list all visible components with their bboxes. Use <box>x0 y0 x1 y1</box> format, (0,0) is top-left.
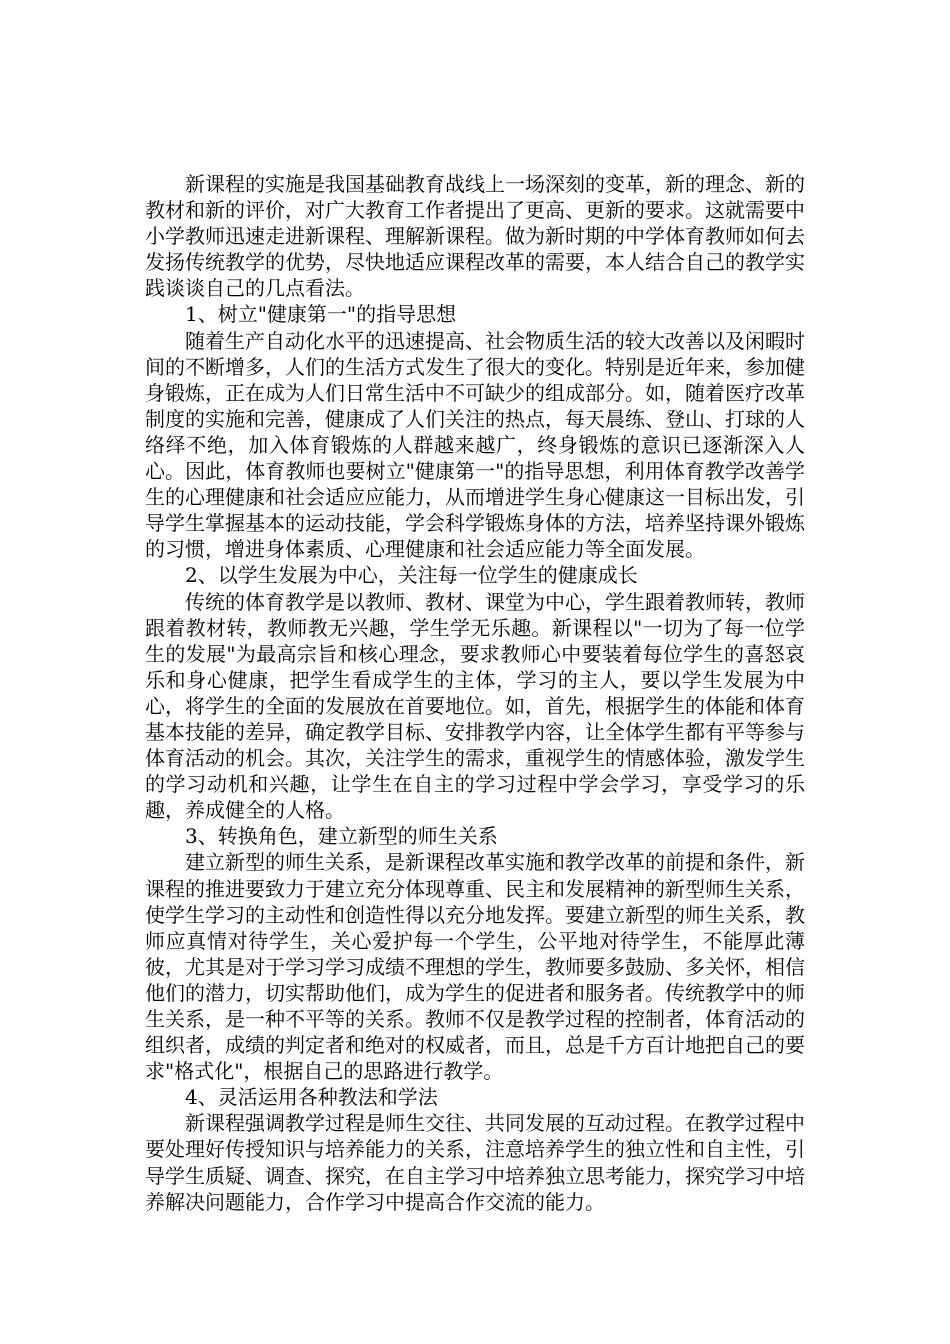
section-heading-3: 3、转换角色，建立新型的师生关系 <box>185 824 498 849</box>
section-paragraph-4: 新课程强调教学过程是师生交往、共同发展的互动过程。在教学过程中要处理好传授知识与培养能力的关系，注意培养学生的独立性和自主性，引导学生质疑、调查、探究，在自主学习中培养独立思考能力，探究学习中培养解决问题能力，合作学习中提高合作交流的能力。 <box>145 1111 805 1214</box>
section-heading-1: 1、树立"健康第一"的指导思想 <box>185 302 457 327</box>
section-paragraph-1: 随着生产自动化水平的迅速提高、社会物质生活的较大改善以及闲暇时间的不断增多，人们的生活方式发生了很大的变化。特别是近年来，参加健身锻炼，正在成为人们日常生活中不可缺少的组成部分。如，随着医疗改革制度的实施和完善，健康成了人们关注的热点，每天晨练、登山、打球的人络绎不绝，加入体育锻炼的人群越来越广，终身锻炼的意识已逐渐深入人心。因此，体育教师也要树立"健康第一"的指导思想，利用体育教学改善学生的心理健康和社会适应应能力，从而增进学生身心健康这一目标出发，引导学生掌握基本的运动技能，学会科学锻炼身体的方法，培养坚持课外锻炼的习惯，增进身体素质、心理健康和社会适应能力等全面发展。 <box>145 328 805 562</box>
section-heading-2: 2、以学生发展为中心，关注每一位学生的健康成长 <box>185 563 638 588</box>
section-paragraph-3: 建立新型的师生关系，是新课程改革实施和教学改革的前提和条件，新课程的推进要致力于建立充分体现尊重、民主和发展精神的新型师生关系，使学生学习的主动性和创造性得以充分地发挥。要建立新型的师生关系，教师应真情对待学生，关心爱护每一个学生，公平地对待学生，不能厚此薄彼，尤其是对于学习学习成绩不理想的学生，教师要多鼓励、多关怀，相信他们的潜力，切实帮助他们，成为学生的促进者和服务者。传统教学中的师生关系，是一种不平等的关系。教师不仅是教学过程的控制者，体育活动的组织者，成绩的判定者和绝对的权威者，而且，总是千方百计地把自己的要求"格式化"，根据自己的思路进行教学。 <box>145 850 805 1084</box>
section-paragraph-2: 传统的体育教学是以教师、教材、课堂为中心，学生跟着教师转，教师跟着教材转，教师教无兴趣，学生学无乐趣。新课程以"一切为了每一位学生的发展"为最高宗旨和核心理念，要求教师心中要装着每位学生的喜怒哀乐和身心健康，把学生看成学生的主体，学习的主人，要以学生发展为中心，将学生的全面的发展放在首要地位。如，首先，根据学生的体能和体育基本技能的差异，确定教学目标、安排教学内容，让全体学生都有平等参与体育活动的机会。其次，关注学生的需求，重视学生的情感体验，激发学生的学习动机和兴趣，让学生在自主的学习过程中学会学习，享受学习的乐趣，养成健全的人格。 <box>145 589 805 823</box>
intro-paragraph: 新课程的实施是我国基础教育战线上一场深刻的变革，新的理念、新的教材和新的评价，对广大教育工作者提出了更高、更新的要求。这就需要中小学教师迅速走进新课程、理解新课程。做为新时期的中学体育教师如何去发扬传统教学的优势，尽快地适应课程改革的需要，本人结合自己的教学实践谈谈自己的几点看法。 <box>145 172 805 301</box>
document-body <box>145 171 805 1215</box>
section-heading-4: 4、灵活运用各种教法和学法 <box>185 1085 438 1110</box>
